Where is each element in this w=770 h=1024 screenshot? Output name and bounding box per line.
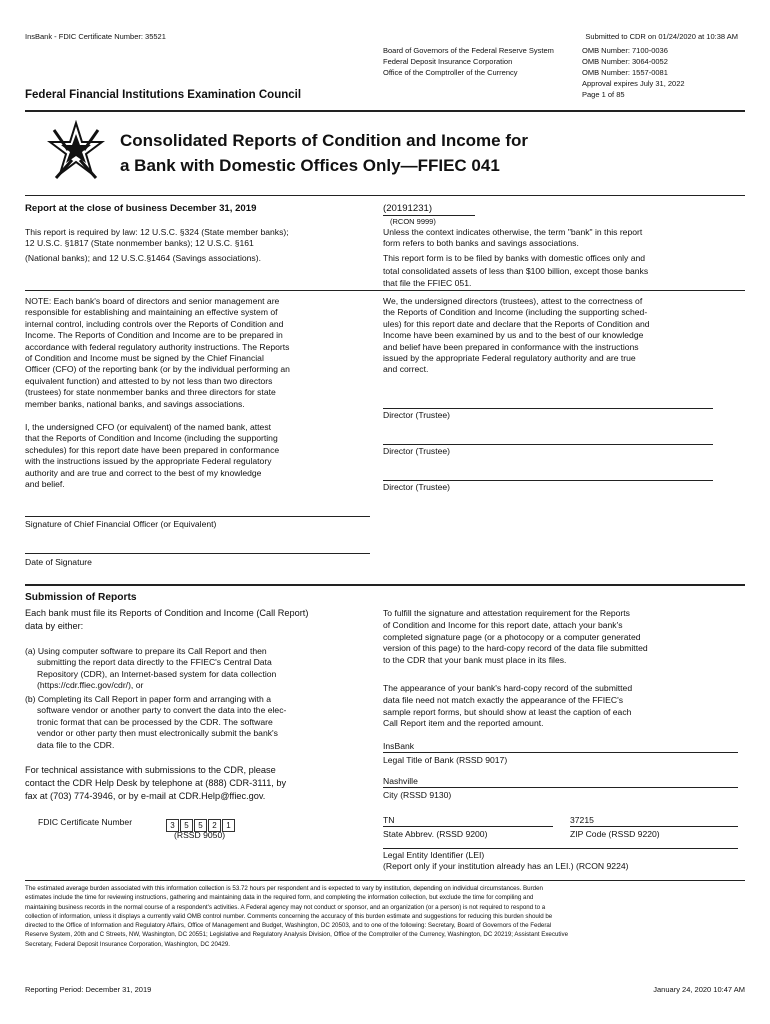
submission-text (25, 607, 370, 633)
text-line: member banks, national banks, and savings associations. (25, 398, 245, 409)
text-line: Repository (CDR), an Internet-based system for data collection (37, 668, 277, 679)
text-line: accordance with federal regulatory authority instructions. The Reports (25, 341, 290, 352)
text-line: software vendor or another party to convert the data into the elec- (37, 705, 287, 716)
city-value[interactable]: Nashville (383, 776, 418, 786)
title-line: a Bank with Domestic Offices Only—FFIEC 041 (120, 156, 500, 175)
text-line: to the CDR that your bank must place in its files. (383, 655, 567, 666)
rcon-9999: (RCON 9999) (390, 217, 436, 226)
text-line: Unless the context indicates otherwise, the term "bank" in this report (383, 227, 643, 237)
appearance-text (383, 683, 738, 730)
text-line: Reserve System, 20th and C Streets, NW, Washington, DC 20551; Legislative and Regulatory Analysis Division, Office of the Comptroller of the Currency, Washington, DC 20219; Assistant Executive (25, 931, 569, 939)
text-line: We, the undersigned directors (trustees), attest to the correctness of (383, 296, 643, 306)
agency: Office of the Comptroller of the Currency (383, 68, 518, 77)
council-name: Federal Financial Institutions Examination Council (25, 89, 302, 101)
text-line: completed signature page (or a photocopy or a computer generated (383, 631, 641, 642)
text-line: equivalent function) and attested to by not less than two directors (25, 375, 273, 386)
agency: Board of Governors of the Federal Reserve System (383, 46, 554, 55)
context-text (383, 227, 733, 250)
text-line: fax at (703) 774-3946, or by e-mail at CDR.Help@ffiec.gov. (25, 791, 266, 801)
option-a (25, 646, 370, 692)
note-text (25, 296, 375, 410)
text-line: Officer (CFO) of the reporting bank (or by the individual performing an (25, 364, 290, 375)
rssd-9050: (RSSD 9050) (174, 830, 226, 840)
agency-list (383, 45, 554, 78)
text-line: and correct. (383, 364, 429, 375)
director-label: Director (Trustee) (383, 446, 451, 456)
text-line: This report is required by law: 12 U.S.C. §324 (State member banks); (25, 227, 289, 237)
directors-attestation (383, 296, 738, 376)
director-signature-line[interactable] (383, 408, 713, 409)
burden-rule (25, 880, 745, 881)
text-line: that the Reports of Condition and Income (including the supporting (25, 433, 278, 444)
fdic-label: FDIC Certificate Number (38, 817, 133, 827)
text-line: directed to the Office of Information and Regulatory Affairs, Office of Management and Budget, Washington, DC 20503, and to one of the following: Secretary, Board of Governors of the Federal (25, 922, 552, 930)
text-line: Legal Entity Identifier (LEI) (383, 850, 485, 860)
text-line: (trustees) for state nonmember banks and three directors for state (25, 387, 276, 398)
title-line: Consolidated Reports of Condition and Income for (120, 131, 528, 150)
text-line: This report form is to be filed by banks with domestic offices only and (383, 253, 646, 263)
section-rule (25, 290, 745, 291)
fdic-digit: 2 (208, 819, 221, 832)
text-line: of Condition and Income for this report date, attach your bank's (383, 619, 623, 630)
text-line: To fulfill the signature and attestation requirement for the Reports (383, 608, 630, 618)
text-line: (b) Completing its Call Report in paper form and arranging with a (25, 694, 271, 704)
city-line (383, 787, 738, 788)
text-line: internal control, including controls over the Reports of Condition and (25, 318, 284, 329)
title-rule (25, 195, 745, 196)
text-line: (National banks); and 12 U.S.C.§1464 (Savings associations). (25, 252, 261, 263)
header-right: Submitted to CDR on 01/24/2020 at 10:38 AM (585, 32, 738, 41)
fulfill-text (383, 608, 738, 667)
fdic-digit: 5 (180, 819, 193, 832)
text-line: Secretary, Federal Deposit Insurance Corporation, Washington, DC 20429. (25, 940, 230, 948)
filed-text (383, 252, 738, 290)
omb-line: OMB Number: 7100-0036 (582, 46, 668, 55)
director-signature-line[interactable] (383, 480, 713, 481)
text-line: issued by the appropriate Federal regulatory authority and are true (383, 353, 636, 364)
fdic-digit: 1 (222, 819, 235, 832)
director-label: Director (Trustee) (383, 410, 451, 420)
cfo-signature-label: Signature of Chief Financial Officer (or Equivalent) (25, 519, 217, 529)
option-b (25, 694, 370, 751)
text-line: with the instructions issued by the appropriate Federal regulatory (25, 456, 272, 467)
ffiec-logo-icon (46, 120, 106, 182)
text-line: submitting the report data directly to the FFIEC's Central Data (37, 657, 272, 668)
text-line: (https://cdr.ffiec.gov/cdr/), or (37, 680, 144, 691)
text-line: and belief have been prepared in conformance with the instructions (383, 341, 639, 352)
cfo-attestation (25, 422, 375, 490)
text-line: sample report forms, but should show at least the caption of each (383, 706, 632, 717)
text-line: and belief. (25, 479, 65, 490)
text-line: 12 U.S.C. §1817 (State nonmember banks); 12 U.S.C. §161 (25, 238, 254, 249)
state-line (383, 826, 553, 827)
omb-line: OMB Number: 1557-0081 (582, 68, 668, 77)
text-line: of Condition and Income must be signed by the Chief Financial (25, 353, 264, 364)
lei-label (383, 850, 629, 873)
zip-value[interactable]: 37215 (570, 815, 594, 825)
director-signature-line[interactable] (383, 444, 713, 445)
date-signature-label: Date of Signature (25, 557, 92, 567)
director-label: Director (Trustee) (383, 482, 451, 492)
omb-line: Approval expires July 31, 2022 (582, 79, 685, 88)
text-line: Income. The Reports of Condition and Income are to be prepared in (25, 330, 283, 341)
text-line: ules) for this report date and declare that the Reports of Condition and (383, 318, 650, 329)
text-line: schedules) for this report date have been prepared in conformance (25, 444, 280, 455)
text-line: estimates include the time for reviewing instructions, gathering and maintaining data in the required form, and completing the information collection, but exclude the time for compiling and (25, 894, 534, 902)
submission-heading: Submission of Reports (25, 592, 137, 603)
report-date-code: (20191231) (383, 203, 433, 214)
cfo-signature-line[interactable] (25, 516, 370, 517)
text-line: The appearance of your bank's hard-copy record of the submitted (383, 683, 633, 693)
omb-line: OMB Number: 3064-0052 (582, 57, 668, 66)
text-line: For technical assistance with submissions to the CDR, please (25, 765, 276, 775)
page-title (120, 128, 528, 178)
fdic-digit: 3 (166, 819, 179, 832)
text-line: the Reports of Condition and Income (including the supporting sched- (383, 307, 648, 318)
header-rule (25, 110, 745, 112)
text-line: (a) Using computer software to prepare its Call Report and then (25, 646, 267, 656)
state-value[interactable]: TN (383, 815, 395, 825)
text-line: tronic format that can be processed by the CDR. The software (37, 716, 273, 727)
lei-line[interactable] (383, 848, 738, 849)
footer-right: January 24, 2020 10:47 AM (653, 985, 745, 994)
law-text (25, 227, 370, 264)
text-line: form refers to both banks and savings associations. (383, 238, 579, 249)
agency: Federal Deposit Insurance Corporation (383, 57, 513, 66)
zip-label: ZIP Code (RSSD 9220) (570, 829, 660, 839)
zip-line (570, 826, 738, 827)
burden-statement (25, 884, 745, 949)
date-signature-line[interactable] (25, 553, 370, 554)
text-line: I, the undersigned CFO (or equivalent) of the named bank, attest (25, 422, 272, 432)
text-line: data file to the CDR. (37, 739, 115, 750)
technical-assistance (25, 764, 370, 803)
text-line: data by either: (25, 621, 84, 631)
city-label: City (RSSD 9130) (383, 790, 452, 800)
text-line: Income have been examined by us and to the best of our knowledge (383, 330, 644, 341)
text-line: NOTE: Each bank's board of directors and senior management are (25, 296, 280, 306)
bank-name-label: Legal Title of Bank (RSSD 9017) (383, 755, 508, 765)
bank-name-value[interactable]: InsBank (383, 741, 415, 751)
report-close: Report at the close of business December 31, 2019 (25, 203, 257, 214)
bank-name-line (383, 752, 738, 753)
text-line: collection of information, unless it displays a currently valid OMB control number. Comments concerning the accuracy of this burden estimate and suggestions for reducing this burden should be (25, 912, 553, 920)
text-line: Call Report item and the reported amount. (383, 718, 544, 729)
text-line: The estimated average burden associated with this information collection is 53.72 hours per respondent and is expected to vary by institution, depending on individual circumstances. Burden (25, 885, 543, 892)
text-line: total consolidated assets of less than $100 billion, except those banks (383, 265, 649, 276)
text-line: authority and are true and correct to the best of my knowledge (25, 467, 262, 478)
text-line: version of this page) to the hard-copy record of the data file submitted (383, 643, 648, 654)
omb-info (582, 45, 685, 100)
text-line: vendor or other party then must electronically submit the bank's (37, 728, 278, 739)
text-line: Each bank must file its Reports of Condition and Income (Call Report) (25, 608, 309, 618)
page-number: Page 1 of 85 (582, 90, 625, 99)
text-line: contact the CDR Help Desk by telephone at (888) CDR-3111, by (25, 778, 287, 788)
header-left: InsBank - FDIC Certificate Number: 35521 (25, 32, 166, 41)
footer-left: Reporting Period: December 31, 2019 (25, 985, 152, 994)
text-line: (Report only if your institution already has an LEI.) (RCON 9224) (383, 861, 629, 872)
fdic-digit: 5 (194, 819, 207, 832)
text-line: that file the FFIEC 051. (383, 278, 472, 289)
text-line: responsible for establishing and maintaining an effective system of (25, 307, 278, 318)
section-rule (25, 584, 745, 586)
state-label: State Abbrev. (RSSD 9200) (383, 829, 488, 839)
text-line: maintaining business records in the normal course of a respondent's activities. A Federal agency may not conduct or sponsor, and an organization (or a person) is not required to respond to a (25, 903, 546, 911)
text-line: data file need not match exactly the appearance of the FFIEC's (383, 694, 624, 705)
